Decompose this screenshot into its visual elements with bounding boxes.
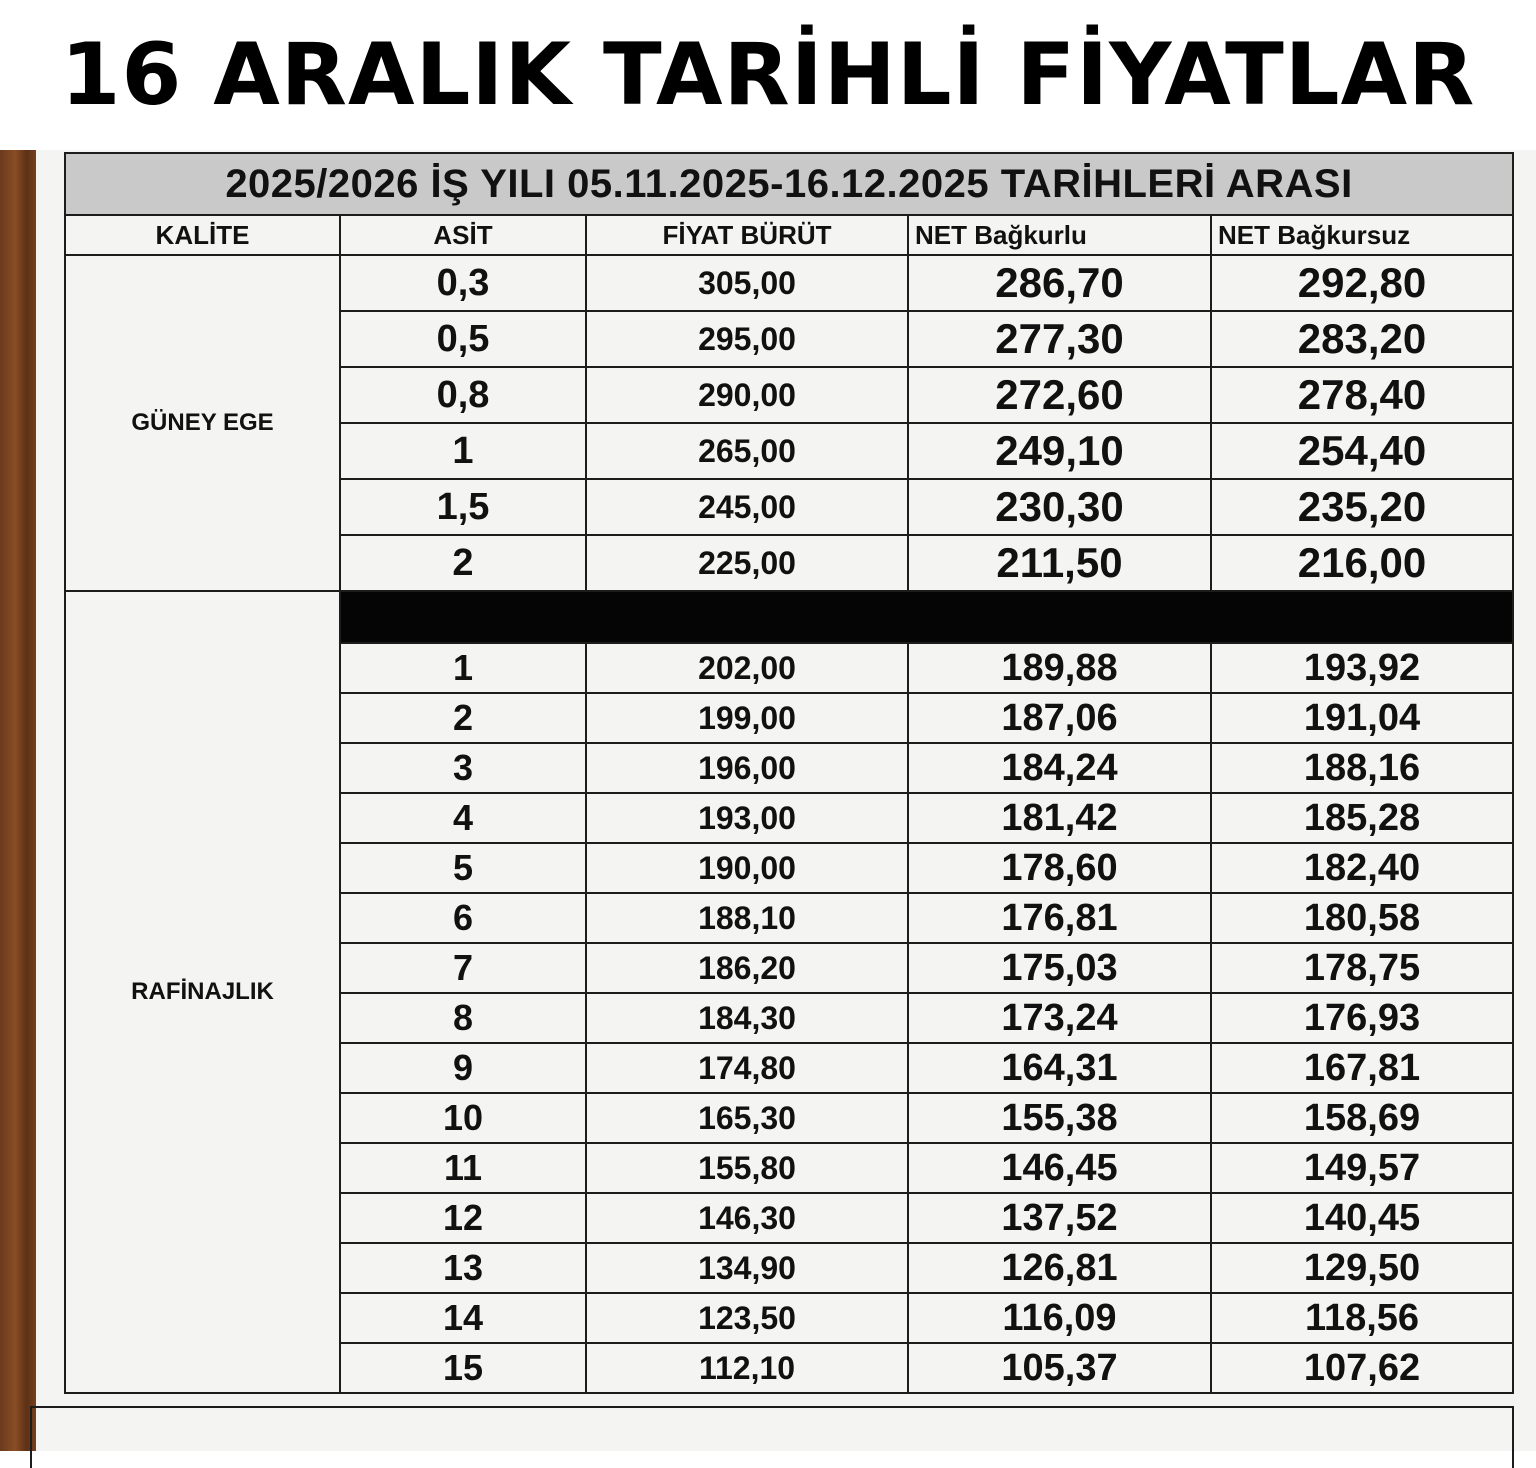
asit-cell: 12 xyxy=(340,1193,586,1243)
footer-box xyxy=(30,1406,1514,1468)
kalite-label-rafinajlik: RAFİNAJLIK xyxy=(65,591,340,1393)
header-kalite: KALİTE xyxy=(65,215,340,255)
net-bagkursuz-cell: 178,75 xyxy=(1211,943,1513,993)
wood-background xyxy=(0,150,38,1451)
asit-cell: 1 xyxy=(340,423,586,479)
brut-price-cell: 174,80 xyxy=(586,1043,908,1093)
brut-price-cell: 202,00 xyxy=(586,643,908,693)
asit-cell: 0,8 xyxy=(340,367,586,423)
asit-cell: 9 xyxy=(340,1043,586,1093)
separator-bar xyxy=(340,591,1513,643)
net-bagkursuz-cell: 185,28 xyxy=(1211,793,1513,843)
asit-cell: 1,5 xyxy=(340,479,586,535)
net-bagkursuz-cell: 292,80 xyxy=(1211,255,1513,311)
brut-price-cell: 295,00 xyxy=(586,311,908,367)
net-bagkurlu-cell: 230,30 xyxy=(908,479,1211,535)
brut-price-cell: 112,10 xyxy=(586,1343,908,1393)
brut-price-cell: 165,30 xyxy=(586,1093,908,1143)
asit-cell: 8 xyxy=(340,993,586,1043)
net-bagkurlu-cell: 116,09 xyxy=(908,1293,1211,1343)
kalite-label-guney-ege: GÜNEY EGE xyxy=(65,255,340,591)
asit-cell: 0,5 xyxy=(340,311,586,367)
net-bagkurlu-cell: 272,60 xyxy=(908,367,1211,423)
net-bagkursuz-cell: 188,16 xyxy=(1211,743,1513,793)
net-bagkurlu-cell: 187,06 xyxy=(908,693,1211,743)
brut-price-cell: 188,10 xyxy=(586,893,908,943)
brut-price-cell: 305,00 xyxy=(586,255,908,311)
net-bagkursuz-cell: 176,93 xyxy=(1211,993,1513,1043)
net-bagkursuz-cell: 191,04 xyxy=(1211,693,1513,743)
headline: 16 ARALIK TARİHLİ FİYATLAR xyxy=(0,0,1536,150)
brut-price-cell: 245,00 xyxy=(586,479,908,535)
brut-price-cell: 196,00 xyxy=(586,743,908,793)
net-bagkurlu-cell: 164,31 xyxy=(908,1043,1211,1093)
net-bagkursuz-cell: 140,45 xyxy=(1211,1193,1513,1243)
net-bagkursuz-cell: 254,40 xyxy=(1211,423,1513,479)
header-asit: ASİT xyxy=(340,215,586,255)
asit-cell: 2 xyxy=(340,693,586,743)
asit-cell: 11 xyxy=(340,1143,586,1193)
net-bagkursuz-cell: 283,20 xyxy=(1211,311,1513,367)
net-bagkursuz-cell: 107,62 xyxy=(1211,1343,1513,1393)
net-bagkursuz-cell: 158,69 xyxy=(1211,1093,1513,1143)
brut-price-cell: 123,50 xyxy=(586,1293,908,1343)
brut-price-cell: 146,30 xyxy=(586,1193,908,1243)
net-bagkurlu-cell: 155,38 xyxy=(908,1093,1211,1143)
net-bagkurlu-cell: 181,42 xyxy=(908,793,1211,843)
asit-cell: 14 xyxy=(340,1293,586,1343)
brut-price-cell: 134,90 xyxy=(586,1243,908,1293)
net-bagkurlu-cell: 277,30 xyxy=(908,311,1211,367)
net-bagkurlu-cell: 211,50 xyxy=(908,535,1211,591)
brut-price-cell: 186,20 xyxy=(586,943,908,993)
header-net-bagkursuz: NET Bağkursuz xyxy=(1211,215,1513,255)
asit-cell: 0,3 xyxy=(340,255,586,311)
net-bagkurlu-cell: 146,45 xyxy=(908,1143,1211,1193)
net-bagkurlu-cell: 173,24 xyxy=(908,993,1211,1043)
asit-cell: 3 xyxy=(340,743,586,793)
net-bagkurlu-cell: 175,03 xyxy=(908,943,1211,993)
table-row xyxy=(65,255,1513,311)
net-bagkurlu-cell: 105,37 xyxy=(908,1343,1211,1393)
net-bagkurlu-cell: 176,81 xyxy=(908,893,1211,943)
asit-cell: 4 xyxy=(340,793,586,843)
net-bagkurlu-cell: 184,24 xyxy=(908,743,1211,793)
brut-price-cell: 193,00 xyxy=(586,793,908,843)
net-bagkursuz-cell: 118,56 xyxy=(1211,1293,1513,1343)
asit-cell: 5 xyxy=(340,843,586,893)
asit-cell: 2 xyxy=(340,535,586,591)
net-bagkurlu-cell: 137,52 xyxy=(908,1193,1211,1243)
net-bagkursuz-cell: 235,20 xyxy=(1211,479,1513,535)
header-brut: FİYAT BÜRÜT xyxy=(586,215,908,255)
net-bagkursuz-cell: 149,57 xyxy=(1211,1143,1513,1193)
header-net-bagkurlu: NET Bağkurlu xyxy=(908,215,1211,255)
net-bagkursuz-cell: 193,92 xyxy=(1211,643,1513,693)
net-bagkurlu-cell: 286,70 xyxy=(908,255,1211,311)
net-bagkursuz-cell: 278,40 xyxy=(1211,367,1513,423)
brut-price-cell: 199,00 xyxy=(586,693,908,743)
asit-cell: 6 xyxy=(340,893,586,943)
net-bagkursuz-cell: 180,58 xyxy=(1211,893,1513,943)
asit-cell: 13 xyxy=(340,1243,586,1293)
price-table xyxy=(64,152,1514,1394)
net-bagkursuz-cell: 182,40 xyxy=(1211,843,1513,893)
brut-price-cell: 155,80 xyxy=(586,1143,908,1193)
brut-price-cell: 225,00 xyxy=(586,535,908,591)
net-bagkurlu-cell: 126,81 xyxy=(908,1243,1211,1293)
brut-price-cell: 190,00 xyxy=(586,843,908,893)
table-title: 2025/2026 İŞ YILI 05.11.2025-16.12.2025 TARİHLERİ ARASI xyxy=(65,153,1513,215)
net-bagkursuz-cell: 167,81 xyxy=(1211,1043,1513,1093)
net-bagkurlu-cell: 189,88 xyxy=(908,643,1211,693)
brut-price-cell: 265,00 xyxy=(586,423,908,479)
net-bagkursuz-cell: 129,50 xyxy=(1211,1243,1513,1293)
net-bagkurlu-cell: 178,60 xyxy=(908,843,1211,893)
net-bagkursuz-cell: 216,00 xyxy=(1211,535,1513,591)
asit-cell: 7 xyxy=(340,943,586,993)
net-bagkurlu-cell: 249,10 xyxy=(908,423,1211,479)
asit-cell: 15 xyxy=(340,1343,586,1393)
brut-price-cell: 290,00 xyxy=(586,367,908,423)
brut-price-cell: 184,30 xyxy=(586,993,908,1043)
asit-cell: 10 xyxy=(340,1093,586,1143)
asit-cell: 1 xyxy=(340,643,586,693)
